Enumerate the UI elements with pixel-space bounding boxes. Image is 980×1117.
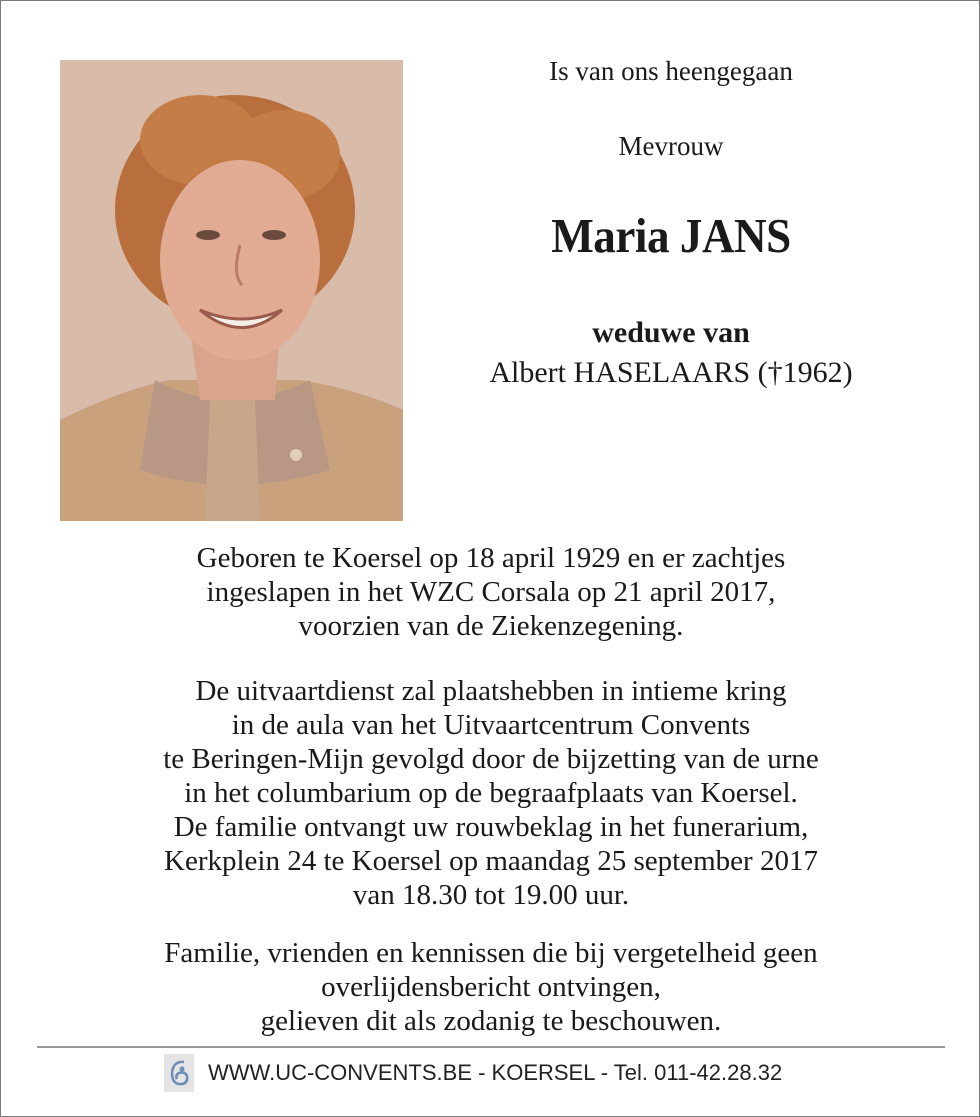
funeral-line: in het columbarium op de begraafplaats van Koersel. — [184, 777, 798, 809]
funeral-line: in de aula van het Uitvaartcentrum Convents — [231, 709, 751, 741]
funeral-line: Kerkplein 24 te Koersel op maandag 25 september 2017 — [164, 845, 818, 877]
intro-text: Is van ons heengegaan — [549, 56, 793, 86]
family-line: overlijdensbericht ontvingen, — [321, 971, 661, 1003]
funeral-line: De uitvaartdienst zal plaatshebben in intieme kring — [195, 675, 787, 707]
funeral-home-logo-icon — [164, 1054, 194, 1092]
funeral-line: te Beringen-Mijn gevolgd door de bijzetting van de urne — [163, 743, 819, 775]
funeral-paragraph — [41, 674, 941, 912]
spouse-name: Albert HASELAARS (†1962) — [489, 356, 853, 389]
footer-divider — [37, 1046, 945, 1048]
deceased-name: Maria JANS — [551, 208, 791, 263]
birth-paragraph — [41, 541, 941, 643]
honorific: Mevrouw — [618, 131, 724, 161]
family-paragraph — [41, 936, 941, 1038]
portrait-photo — [60, 60, 403, 521]
birth-line: voorzien van de Ziekenzegening. — [298, 610, 684, 642]
birth-line: ingeslapen in het WZC Corsala op 21 april 2017, — [206, 576, 776, 608]
birth-line: Geboren te Koersel op 18 april 1929 en er zachtjes — [196, 542, 786, 574]
footer-contact: WWW.UC-CONVENTS.BE - KOERSEL - Tel. 011-42.28.32 — [208, 1060, 783, 1085]
funeral-line: De familie ontvangt uw rouwbeklag in het funerarium, — [173, 811, 809, 843]
footer — [164, 1052, 782, 1094]
family-line: gelieven dit als zodanig te beschouwen. — [260, 1005, 722, 1037]
widow-of-label: weduwe van — [592, 316, 750, 349]
family-line: Familie, vrienden en kennissen die bij vergetelheid geen — [164, 937, 818, 969]
funeral-line: van 18.30 tot 19.00 uur. — [352, 879, 630, 911]
